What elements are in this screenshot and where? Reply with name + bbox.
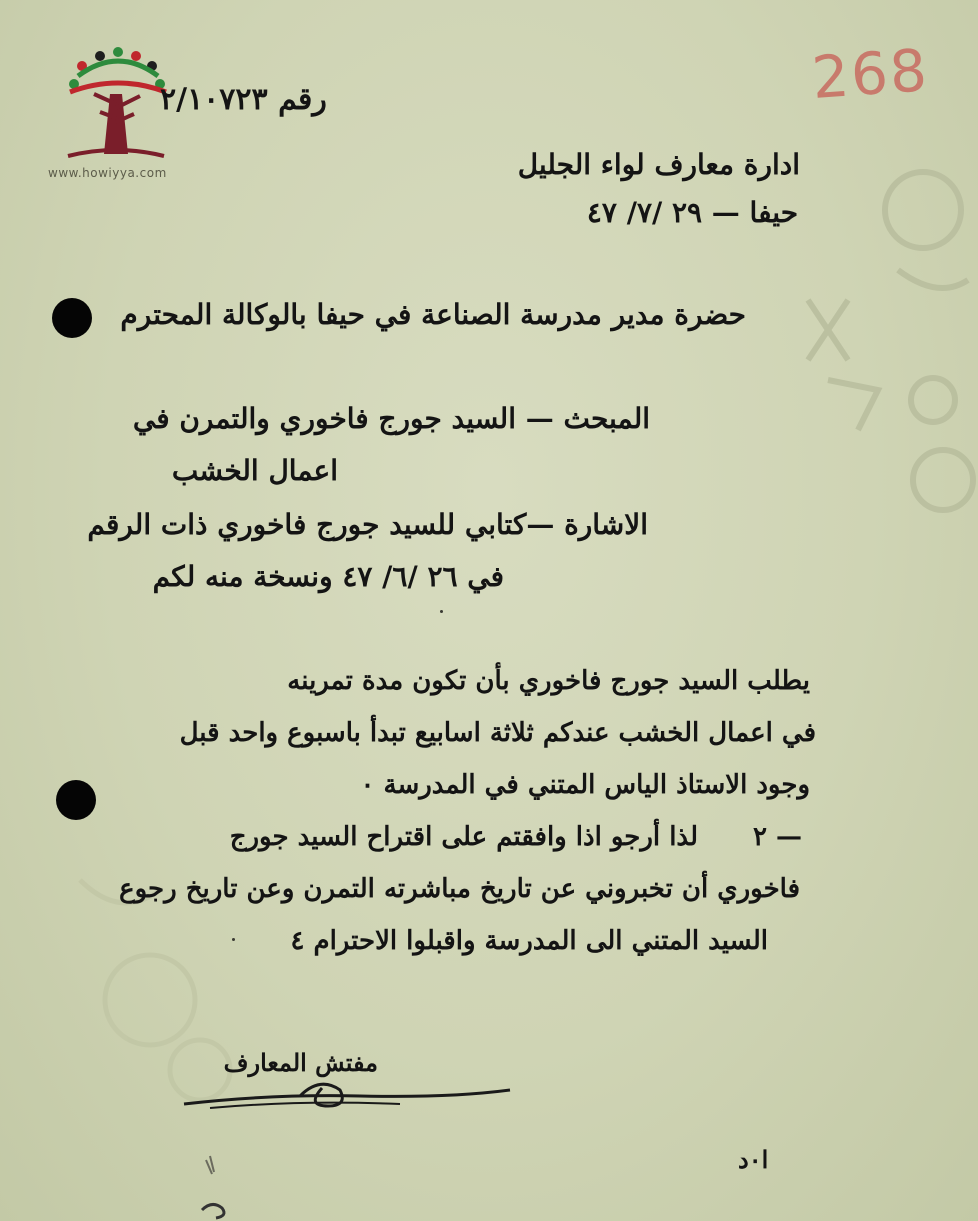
body-p2-line-1: لذا أرجو اذا وافقتم على اقتراح السيد جورج <box>229 822 698 852</box>
subject-line-2: اعمال الخشب <box>171 454 338 487</box>
punch-hole-top <box>52 298 92 338</box>
place-date: حيفا — ٢٩ /٧/ ٤٧ <box>586 196 798 229</box>
subject-line-1: المبحث — السيد جورج فاخوري والتمرن في <box>132 402 650 435</box>
reference-number: رقم ٢/١٠٧٢٣ <box>160 82 327 117</box>
body-p2-line-2: فاخوري أن تخبروني عن تاريخ مباشرته التمرن وعن تاريخ رجوع <box>119 874 800 904</box>
reference-note-line-1: الاشارة —كتابي للسيد جورج فاخوري ذات الرقم <box>87 508 648 541</box>
corner-scribble <box>196 1150 246 1220</box>
addressee: حضرة مدير مدرسة الصناعة في حيفا بالوكالة المحترم <box>120 298 746 331</box>
body-p1-line-2: في اعمال الخشب عندكم ثلاثة اسابيع تبدأ باسبوع واحد قبل <box>179 718 816 748</box>
body-p2-number: ٢ — <box>752 822 802 852</box>
body-p1-line-1: يطلب السيد جورج فاخوري بأن تكون مدة تمرينه <box>287 666 810 696</box>
punch-hole-bottom <box>56 780 96 820</box>
body-p1-line-3: وجود الاستاذ الياس المتني في المدرسة ٠ <box>360 770 810 800</box>
handwritten-page-number: 268 <box>809 36 931 112</box>
body-p2-line-3: السيد المتني الى المدرسة واقبلوا الاحترام ٤ <box>290 926 768 956</box>
signature-title: مفتش المعارف <box>223 1048 378 1077</box>
howiyya-logo <box>60 44 172 164</box>
watermark-url: www.howiyya.com <box>48 166 167 180</box>
signature-scribble <box>180 1070 520 1120</box>
ink-speck <box>232 938 235 941</box>
reference-note-line-2: في ٢٦ /٦/ ٤٧ ونسخة منه لكم <box>152 560 504 593</box>
office-name: ادارة معارف لواء الجليل <box>517 148 800 181</box>
footer-code: ا٠د <box>738 1145 769 1174</box>
ink-speck <box>440 610 443 613</box>
